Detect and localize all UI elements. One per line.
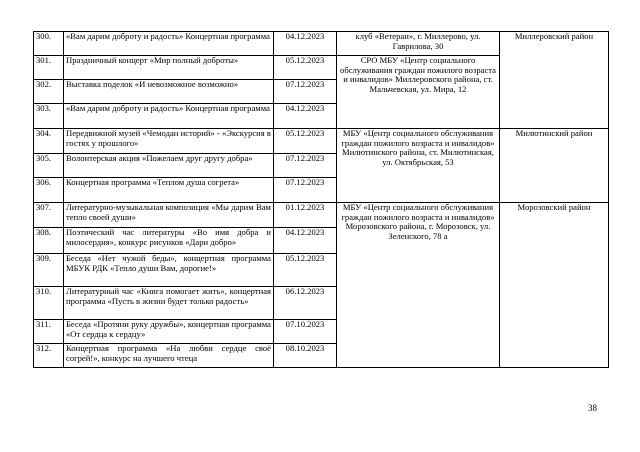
event-date: 01.12.2023 xyxy=(274,203,337,228)
event-description: Беседа «Протяни руку дружбы», концертная программа «От сердца к сердцу» xyxy=(64,320,274,344)
row-number: 311. xyxy=(34,320,64,344)
organization-cell: МБУ «Центр социального обслуживания граждан пожилого возраста и инвалидов» Морозовского района, г. Морозовск, ул. Зеленского, 78 а xyxy=(337,203,500,368)
event-date: 06.12.2023 xyxy=(274,287,337,320)
organization-cell: МБУ «Центр социального обслуживания граждан пожилого возраста и инвалидов» Милютинского района, ст. Милютинская, ул. Октябрьская, 53 xyxy=(337,129,500,203)
row-number: 301. xyxy=(34,56,64,80)
event-date: 05.12.2023 xyxy=(274,254,337,287)
event-date: 07.12.2023 xyxy=(274,178,337,203)
event-date: 05.12.2023 xyxy=(274,56,337,80)
event-date: 07.12.2023 xyxy=(274,154,337,178)
row-number: 310. xyxy=(34,287,64,320)
event-description: Передвижной музей «Чемодан историй» - «Экскурсия в гостях у прошлого» xyxy=(64,129,274,154)
event-date: 04.12.2023 xyxy=(274,104,337,129)
events-table xyxy=(33,31,609,368)
organization-cell: СРО МБУ «Центр социального обслуживания граждан пожилого возраста и инвалидов» Миллеровского района, ст. Мальчевская, ул. Мира, 12 xyxy=(337,56,500,129)
event-description: Волонтерская акция «Пожелаем друг другу добра» xyxy=(64,154,274,178)
table-row xyxy=(34,203,609,228)
event-date: 05.12.2023 xyxy=(274,129,337,154)
event-description: Праздничный концерт «Мир полный доброты» xyxy=(64,56,274,80)
row-number: 308. xyxy=(34,228,64,254)
event-description: Концертная программа «Теплом душа согрета» xyxy=(64,178,274,203)
table-row xyxy=(34,129,609,154)
event-description: Литературный час «Книга помогает жить», концертная программа «Пусть в жизни будет только радость» xyxy=(64,287,274,320)
event-description: «Вам дарим доброту и радость» Концертная программа xyxy=(64,104,274,129)
row-number: 309. xyxy=(34,254,64,287)
row-number: 302. xyxy=(34,80,64,104)
district-cell: Морозовский район xyxy=(500,203,609,368)
event-description: «Вам дарим доброту и радость» Концертная программа xyxy=(64,32,274,56)
row-number: 304. xyxy=(34,129,64,154)
organization-cell: клуб «Ветеран», г. Миллерово, ул. Гаврилова, 30 xyxy=(337,32,500,56)
event-description: Выставка поделок «И невозможное возможно» xyxy=(64,80,274,104)
row-number: 300. xyxy=(34,32,64,56)
row-number: 307. xyxy=(34,203,64,228)
event-date: 08.10.2023 xyxy=(274,344,337,368)
row-number: 306. xyxy=(34,178,64,203)
row-number: 312. xyxy=(34,344,64,368)
event-date: 07.10.2023 xyxy=(274,320,337,344)
district-cell: Милютинский район xyxy=(500,129,609,203)
table-row xyxy=(34,32,609,56)
event-date: 04.12.2023 xyxy=(274,228,337,254)
event-description: Беседа «Нет чужой беды», концертная программа МБУК РДК «Тепло души Вам, дорогие!» xyxy=(64,254,274,287)
row-number: 305. xyxy=(34,154,64,178)
event-date: 04.12.2023 xyxy=(274,32,337,56)
event-date: 07.12.2023 xyxy=(274,80,337,104)
event-description: Концертная программа «На любви сердце своё согрей!», конкурс на лучшего чтеца xyxy=(64,344,274,368)
district-cell: Миллеровский район xyxy=(500,32,609,129)
page-number: 38 xyxy=(588,403,597,413)
row-number: 303. xyxy=(34,104,64,129)
event-description: Литературно-музыкальная композиция «Мы дарим Вам тепло своей души» xyxy=(64,203,274,228)
event-description: Поэтический час литературы «Во имя добра и милосердия», конкурс рисунков «Дари добро» xyxy=(64,228,274,254)
